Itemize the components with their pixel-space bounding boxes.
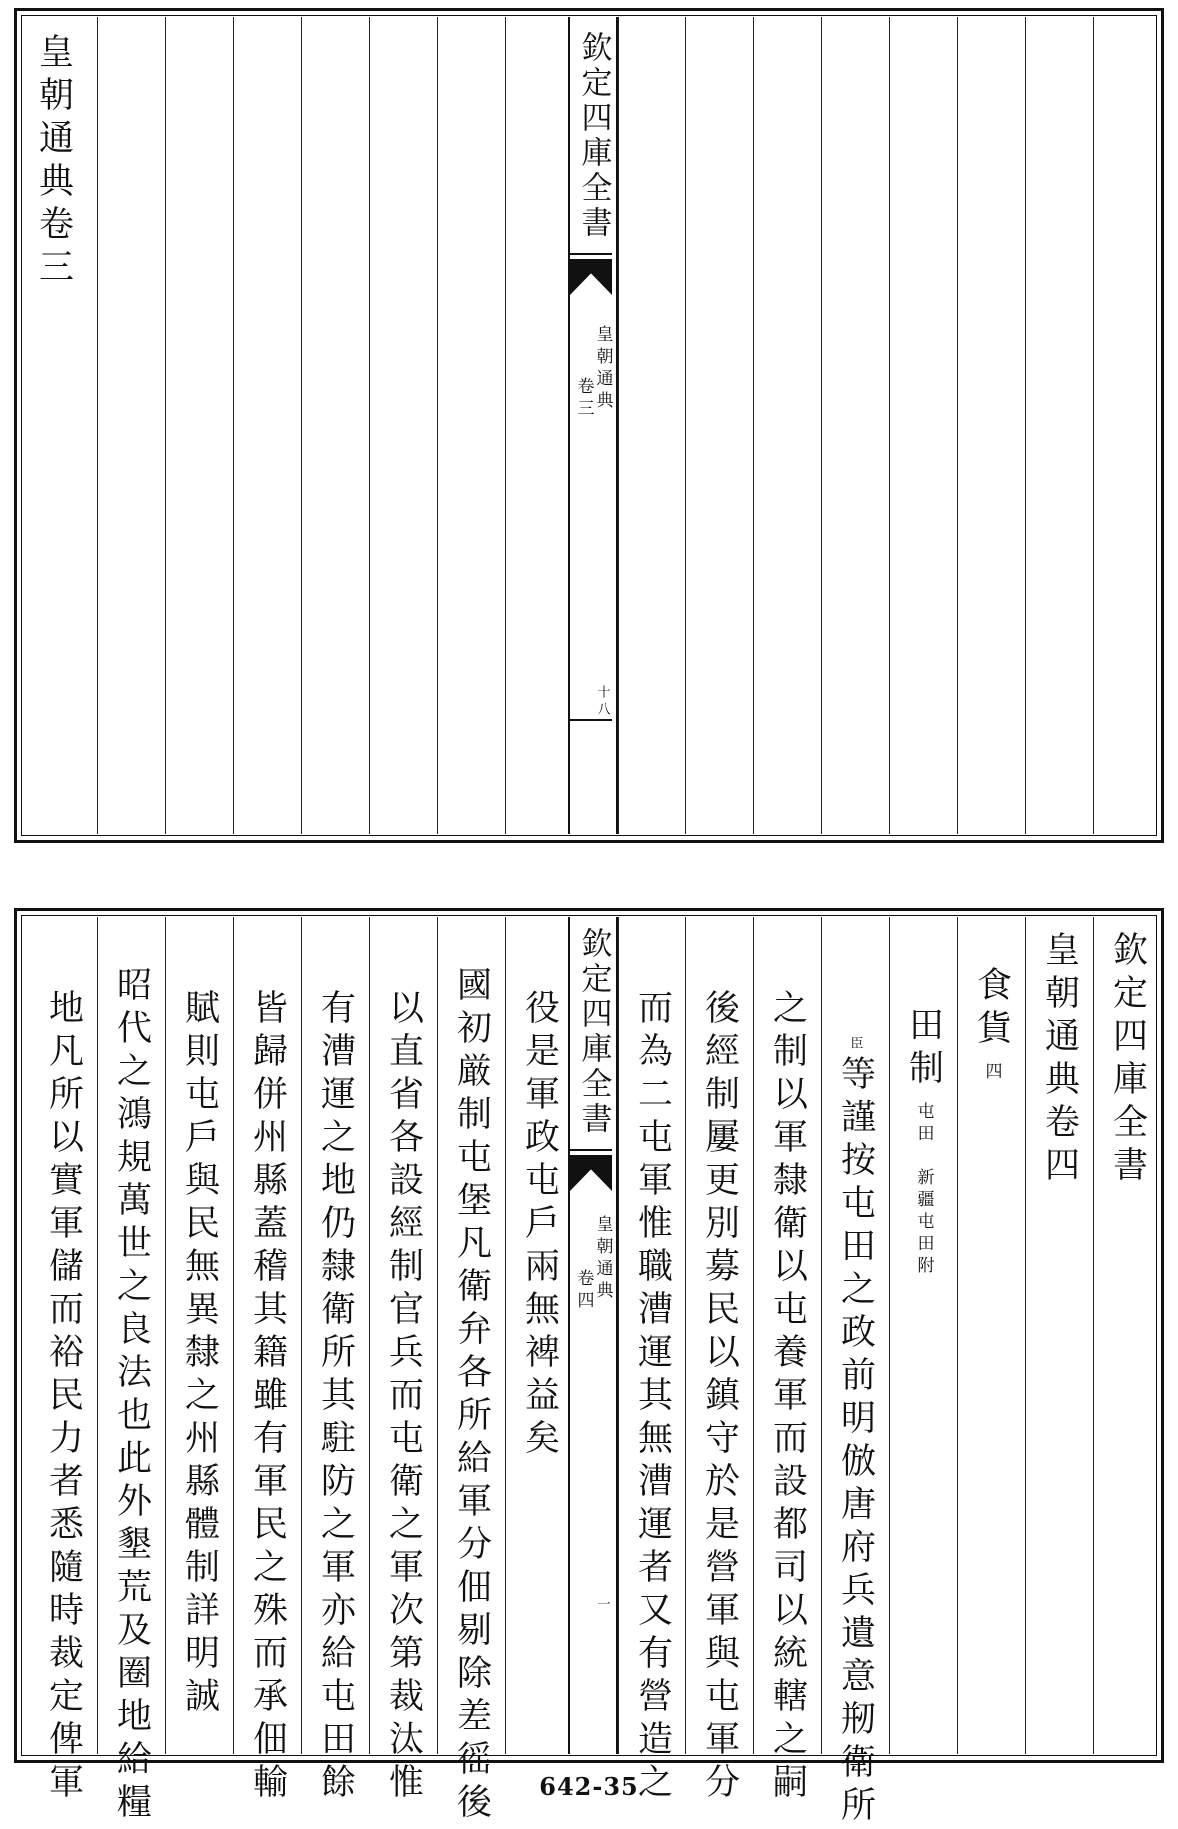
gutter-header: 欽定四庫全書 (575, 927, 612, 1137)
text-column-left-4 (301, 989, 369, 1806)
text-column-right-2 (1025, 931, 1093, 1189)
gutter-header: 欽定四庫全書 (575, 31, 612, 241)
fishtail-mark (570, 1155, 612, 1191)
column-text: 皇朝通典卷四 (1039, 931, 1080, 1189)
column-text: 後經制屢更別募民以鎮守於是營軍與屯軍分 (699, 989, 740, 1806)
column-text: 國初厳制屯堡凡衛弁各所給軍分佃剔除差徭後 (451, 966, 492, 1826)
column-text: 皆歸併州縣蓋稽其籍雖有軍民之殊而承佃輸 (247, 989, 288, 1806)
column-rule (301, 17, 302, 834)
text-column-right-8 (618, 989, 686, 1806)
column-text: 食貨 (971, 966, 1012, 1052)
column-rule (1093, 17, 1094, 834)
center-gutter (568, 917, 618, 1754)
text-column-left-7 (97, 966, 165, 1826)
center-gutter (568, 17, 618, 834)
column-text: 以直省各設經制官兵而屯衛之軍次第裁汰惟 (383, 989, 424, 1806)
text-column-left-1 (505, 989, 573, 1462)
text-column-left-8 (29, 989, 97, 1806)
column-rule (957, 17, 958, 834)
column-annotation: 屯田 新疆屯田附 (913, 1102, 934, 1278)
column-rule (821, 17, 822, 834)
column-text: 而為二屯軍惟職漕運其無漕運者又有營造之 (632, 989, 673, 1806)
column-rule (889, 17, 890, 834)
text-column-right-3 (957, 966, 1025, 1084)
fishtail-mark (570, 259, 612, 295)
column-rule (753, 17, 754, 834)
column-text: 地凡所以實軍儲而裕民力者悉隨時裁定俾軍 (43, 989, 84, 1806)
text-column-right-7 (685, 989, 753, 1806)
top-page-frame (14, 8, 1164, 843)
column-text: 役是軍政屯戶兩無裨益矣 (519, 989, 560, 1462)
gutter-leaf-number: 十八 (594, 685, 610, 719)
column-text: 有漕運之地仍隸衛所其駐防之軍亦給屯田餘 (315, 989, 356, 1806)
gutter-volume: 卷四 (573, 1269, 594, 1313)
fishtail-band (570, 253, 612, 255)
volume-title-column (25, 33, 81, 291)
column-rule (233, 17, 234, 834)
gutter-book-title: 皇朝通典 (592, 1215, 613, 1303)
column-text: 之制以軍隸衛以屯養軍而設都司以統轄之嗣 (767, 989, 808, 1806)
column-rule (618, 17, 619, 834)
text-column-left-3 (369, 989, 437, 1806)
column-text: 昭代之鴻規萬世之良法也此外墾荒及圈地給糧 (111, 966, 152, 1826)
gutter-lower-line (570, 719, 612, 721)
minister-prefix: 臣 (847, 1036, 863, 1053)
column-rule (165, 17, 166, 834)
column-text: 等謹按屯田之政前明倣唐府兵遺意剏衛所 (835, 1055, 876, 1829)
text-column-left-5 (233, 989, 301, 1806)
page-number: 642-35 (539, 1772, 639, 1801)
volume-end-title: 皇朝通典卷三 (33, 33, 74, 291)
column-annotation: 四 (981, 1062, 1002, 1084)
fishtail-band (570, 1149, 612, 1151)
text-column-left-6 (165, 989, 233, 1720)
text-column-right-4 (889, 1006, 957, 1278)
column-rule (97, 17, 98, 834)
text-column-right-1 (1093, 931, 1161, 1189)
gutter-leaf-number: 一 (594, 1597, 610, 1614)
column-text: 賦則屯戶與民無異隸之州縣體制詳明誠 (179, 989, 220, 1720)
gutter-book-title: 皇朝通典 (592, 325, 613, 413)
column-rule (685, 17, 686, 834)
gutter-volume: 卷三 (573, 377, 594, 421)
column-text: 田制 (903, 1006, 944, 1092)
column-rule (437, 17, 438, 834)
text-column-left-2 (437, 966, 505, 1826)
column-text: 欽定四庫全書 (1107, 931, 1148, 1189)
column-rule (505, 17, 506, 834)
text-column-right-5 (821, 1036, 889, 1829)
text-column-right-6 (753, 989, 821, 1806)
column-rule (1025, 17, 1026, 834)
column-rule (369, 17, 370, 834)
